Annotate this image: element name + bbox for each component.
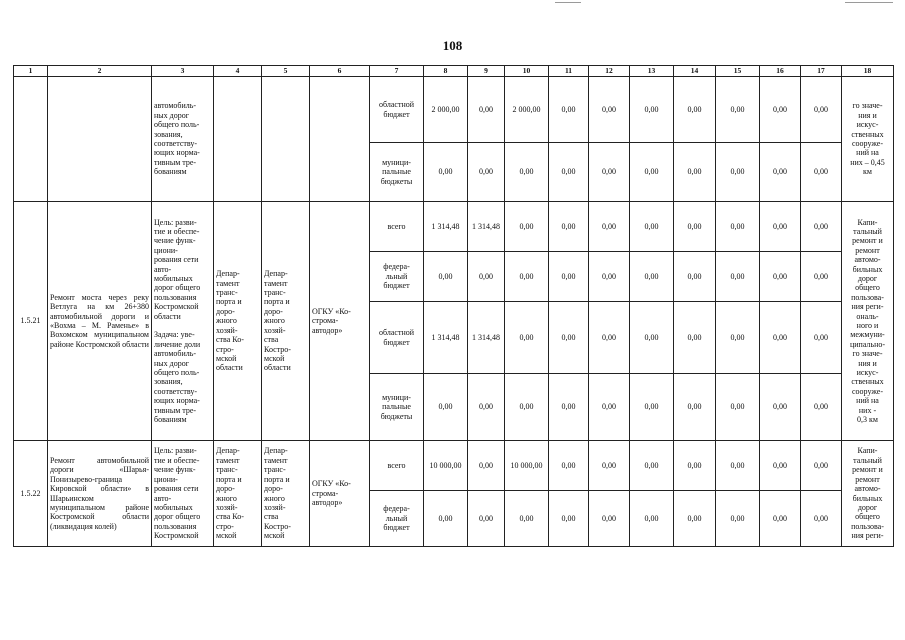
- value-cell: 0,00: [716, 252, 760, 302]
- value-cell: 0,00: [801, 441, 842, 491]
- value-cell: 10 000,00: [424, 441, 468, 491]
- top-edge-line: [555, 2, 581, 3]
- value-cell: 0,00: [630, 374, 674, 441]
- value-cell: 0,00: [505, 374, 549, 441]
- value-cell: 0,00: [424, 491, 468, 547]
- executor-cell: [310, 77, 370, 202]
- row-id-cell: 1.5.21: [14, 202, 48, 441]
- value-cell: 0,00: [760, 441, 801, 491]
- department-cell: [214, 77, 262, 202]
- value-cell: 0,00: [549, 441, 589, 491]
- column-header: 14: [674, 66, 716, 77]
- department-cell: Депар- тамент транс- порта и доро- жного хозяй- ства Ко- стро- мской области: [214, 202, 262, 441]
- value-cell: 0,00: [801, 202, 842, 252]
- column-header: 11: [549, 66, 589, 77]
- value-cell: 0,00: [674, 143, 716, 202]
- value-cell: 0,00: [424, 374, 468, 441]
- value-cell: 0,00: [674, 491, 716, 547]
- value-cell: 0,00: [549, 302, 589, 374]
- value-cell: 0,00: [674, 252, 716, 302]
- row-name-cell: Ремонт автомобильной дороги «Шарья-Понизырево-граница Кировской области» в Шарьинском муниципальном районе Костромской области (ликвидация колей): [48, 441, 152, 547]
- value-cell: 0,00: [505, 252, 549, 302]
- column-header: 16: [760, 66, 801, 77]
- result-cell: Капи- тальный ремонт и ремонт автомо- бильных дорог общего пользова- ния реги-: [842, 441, 894, 547]
- value-cell: 0,00: [630, 202, 674, 252]
- row-name-cell: [48, 77, 152, 202]
- column-header: 17: [801, 66, 842, 77]
- value-cell: 0,00: [716, 302, 760, 374]
- value-cell: 0,00: [716, 143, 760, 202]
- result-cell: Капи- тальный ремонт и ремонт автомо- бильных дорог общего пользова- ния реги- ональ- ного и межмуни- ципально- го значе- ния и искус- ственных сооруже- ний на них - 0,3 км: [842, 202, 894, 441]
- value-cell: 0,00: [674, 441, 716, 491]
- row-name-cell: Ремонт моста через реку Ветлуга на км 26+380 автомобильной дороги и «Вохма – М. Раменье» в Вохомском муниципальном районе Костромской области: [48, 202, 152, 441]
- value-cell: 0,00: [589, 252, 630, 302]
- value-cell: 0,00: [630, 302, 674, 374]
- value-cell: 2 000,00: [424, 77, 468, 143]
- column-header: 1: [14, 66, 48, 77]
- value-cell: 0,00: [468, 77, 505, 143]
- value-cell: 0,00: [468, 491, 505, 547]
- column-header: 3: [152, 66, 214, 77]
- row-id-cell: [14, 77, 48, 202]
- value-cell: 0,00: [760, 374, 801, 441]
- value-cell: 0,00: [505, 202, 549, 252]
- value-cell: 0,00: [716, 491, 760, 547]
- value-cell: 10 000,00: [505, 441, 549, 491]
- value-cell: 0,00: [674, 202, 716, 252]
- value-cell: 0,00: [589, 374, 630, 441]
- value-cell: 0,00: [549, 374, 589, 441]
- value-cell: 0,00: [674, 302, 716, 374]
- value-cell: 0,00: [716, 77, 760, 143]
- value-cell: 0,00: [589, 77, 630, 143]
- value-cell: 1 314,48: [468, 202, 505, 252]
- column-header: 18: [842, 66, 894, 77]
- value-cell: 0,00: [589, 441, 630, 491]
- budget-source-cell: муници- пальные бюджеты: [370, 143, 424, 202]
- value-cell: 0,00: [589, 202, 630, 252]
- column-header: 5: [262, 66, 310, 77]
- value-cell: 0,00: [424, 143, 468, 202]
- value-cell: 0,00: [468, 143, 505, 202]
- value-cell: 0,00: [468, 252, 505, 302]
- value-cell: 0,00: [630, 441, 674, 491]
- column-header: 12: [589, 66, 630, 77]
- value-cell: 0,00: [801, 77, 842, 143]
- value-cell: 0,00: [505, 491, 549, 547]
- budget-source-cell: федера- льный бюджет: [370, 252, 424, 302]
- budget-source-cell: областной бюджет: [370, 77, 424, 143]
- value-cell: 0,00: [424, 252, 468, 302]
- page-number: 108: [442, 38, 463, 53]
- value-cell: 0,00: [801, 252, 842, 302]
- value-cell: 0,00: [801, 374, 842, 441]
- value-cell: 0,00: [589, 491, 630, 547]
- top-edge-line: [845, 2, 893, 3]
- value-cell: 0,00: [549, 491, 589, 547]
- value-cell: 1 314,48: [424, 302, 468, 374]
- column-header: 10: [505, 66, 549, 77]
- value-cell: 0,00: [801, 491, 842, 547]
- column-header: 9: [468, 66, 505, 77]
- budget-source-cell: всего: [370, 441, 424, 491]
- budget-source-cell: муници- пальные бюджеты: [370, 374, 424, 441]
- value-cell: 0,00: [589, 143, 630, 202]
- table-row: [14, 77, 894, 143]
- column-header: 13: [630, 66, 674, 77]
- value-cell: 0,00: [630, 77, 674, 143]
- value-cell: 0,00: [674, 77, 716, 143]
- value-cell: 0,00: [468, 441, 505, 491]
- budget-source-cell: всего: [370, 202, 424, 252]
- column-header: 2: [48, 66, 152, 77]
- row-id-cell: 1.5.22: [14, 441, 48, 547]
- value-cell: 0,00: [505, 302, 549, 374]
- goal-cell: Цель: разви- тие и обеспе- чение функ- циони- рования сети авто- мобильных дорог общего пользования Костромской области Задача: уве- личение доли автомобиль- ных дорог общего поль- зования, соответству- ющих норма- тивным тре- бованиям: [152, 202, 214, 441]
- value-cell: 0,00: [549, 143, 589, 202]
- executor-cell: ОГКУ «Ко- строма- автодор»: [310, 202, 370, 441]
- program-table: [13, 65, 894, 547]
- value-cell: 0,00: [716, 202, 760, 252]
- department-cell: [262, 77, 310, 202]
- value-cell: 0,00: [716, 374, 760, 441]
- value-cell: 0,00: [801, 302, 842, 374]
- column-number-row: [14, 66, 894, 77]
- column-header: 4: [214, 66, 262, 77]
- value-cell: 0,00: [760, 143, 801, 202]
- result-cell: го значе- ния и искус- ственных сооруже- ний на них – 0,45 км: [842, 77, 894, 202]
- column-header: 15: [716, 66, 760, 77]
- budget-source-cell: областной бюджет: [370, 302, 424, 374]
- value-cell: 0,00: [630, 491, 674, 547]
- value-cell: 0,00: [760, 202, 801, 252]
- value-cell: 0,00: [760, 252, 801, 302]
- value-cell: 0,00: [760, 491, 801, 547]
- value-cell: 0,00: [760, 302, 801, 374]
- value-cell: 0,00: [549, 252, 589, 302]
- column-header: 6: [310, 66, 370, 77]
- value-cell: 0,00: [468, 374, 505, 441]
- table-row: [14, 441, 894, 491]
- value-cell: 0,00: [549, 202, 589, 252]
- executor-cell: ОГКУ «Ко- строма- автодор»: [310, 441, 370, 547]
- goal-cell: автомобиль- ных дорог общего поль- зования, соответству- ющих норма- тивным тре- бованиям: [152, 77, 214, 202]
- column-header: 8: [424, 66, 468, 77]
- value-cell: 1 314,48: [424, 202, 468, 252]
- value-cell: 0,00: [549, 77, 589, 143]
- value-cell: 1 314,48: [468, 302, 505, 374]
- value-cell: 0,00: [801, 143, 842, 202]
- table-row: [14, 202, 894, 252]
- department-cell: Депар- тамент транс- порта и доро- жного хозяй- ства Костро- мской области: [262, 202, 310, 441]
- budget-source-cell: федера- льный бюджет: [370, 491, 424, 547]
- department-cell: Депар- тамент транс- порта и доро- жного хозяй- ства Костро- мской: [262, 441, 310, 547]
- value-cell: 0,00: [716, 441, 760, 491]
- value-cell: 2 000,00: [505, 77, 549, 143]
- value-cell: 0,00: [505, 143, 549, 202]
- value-cell: 0,00: [674, 374, 716, 441]
- department-cell: Депар- тамент транс- порта и доро- жного хозяй- ства Ко- стро- мской: [214, 441, 262, 547]
- value-cell: 0,00: [630, 252, 674, 302]
- column-header: 7: [370, 66, 424, 77]
- value-cell: 0,00: [630, 143, 674, 202]
- goal-cell: Цель: разви- тие и обеспе- чение функ- циони- рования сети авто- мобильных дорог общего пользования Костромской: [152, 441, 214, 547]
- value-cell: 0,00: [760, 77, 801, 143]
- value-cell: 0,00: [589, 302, 630, 374]
